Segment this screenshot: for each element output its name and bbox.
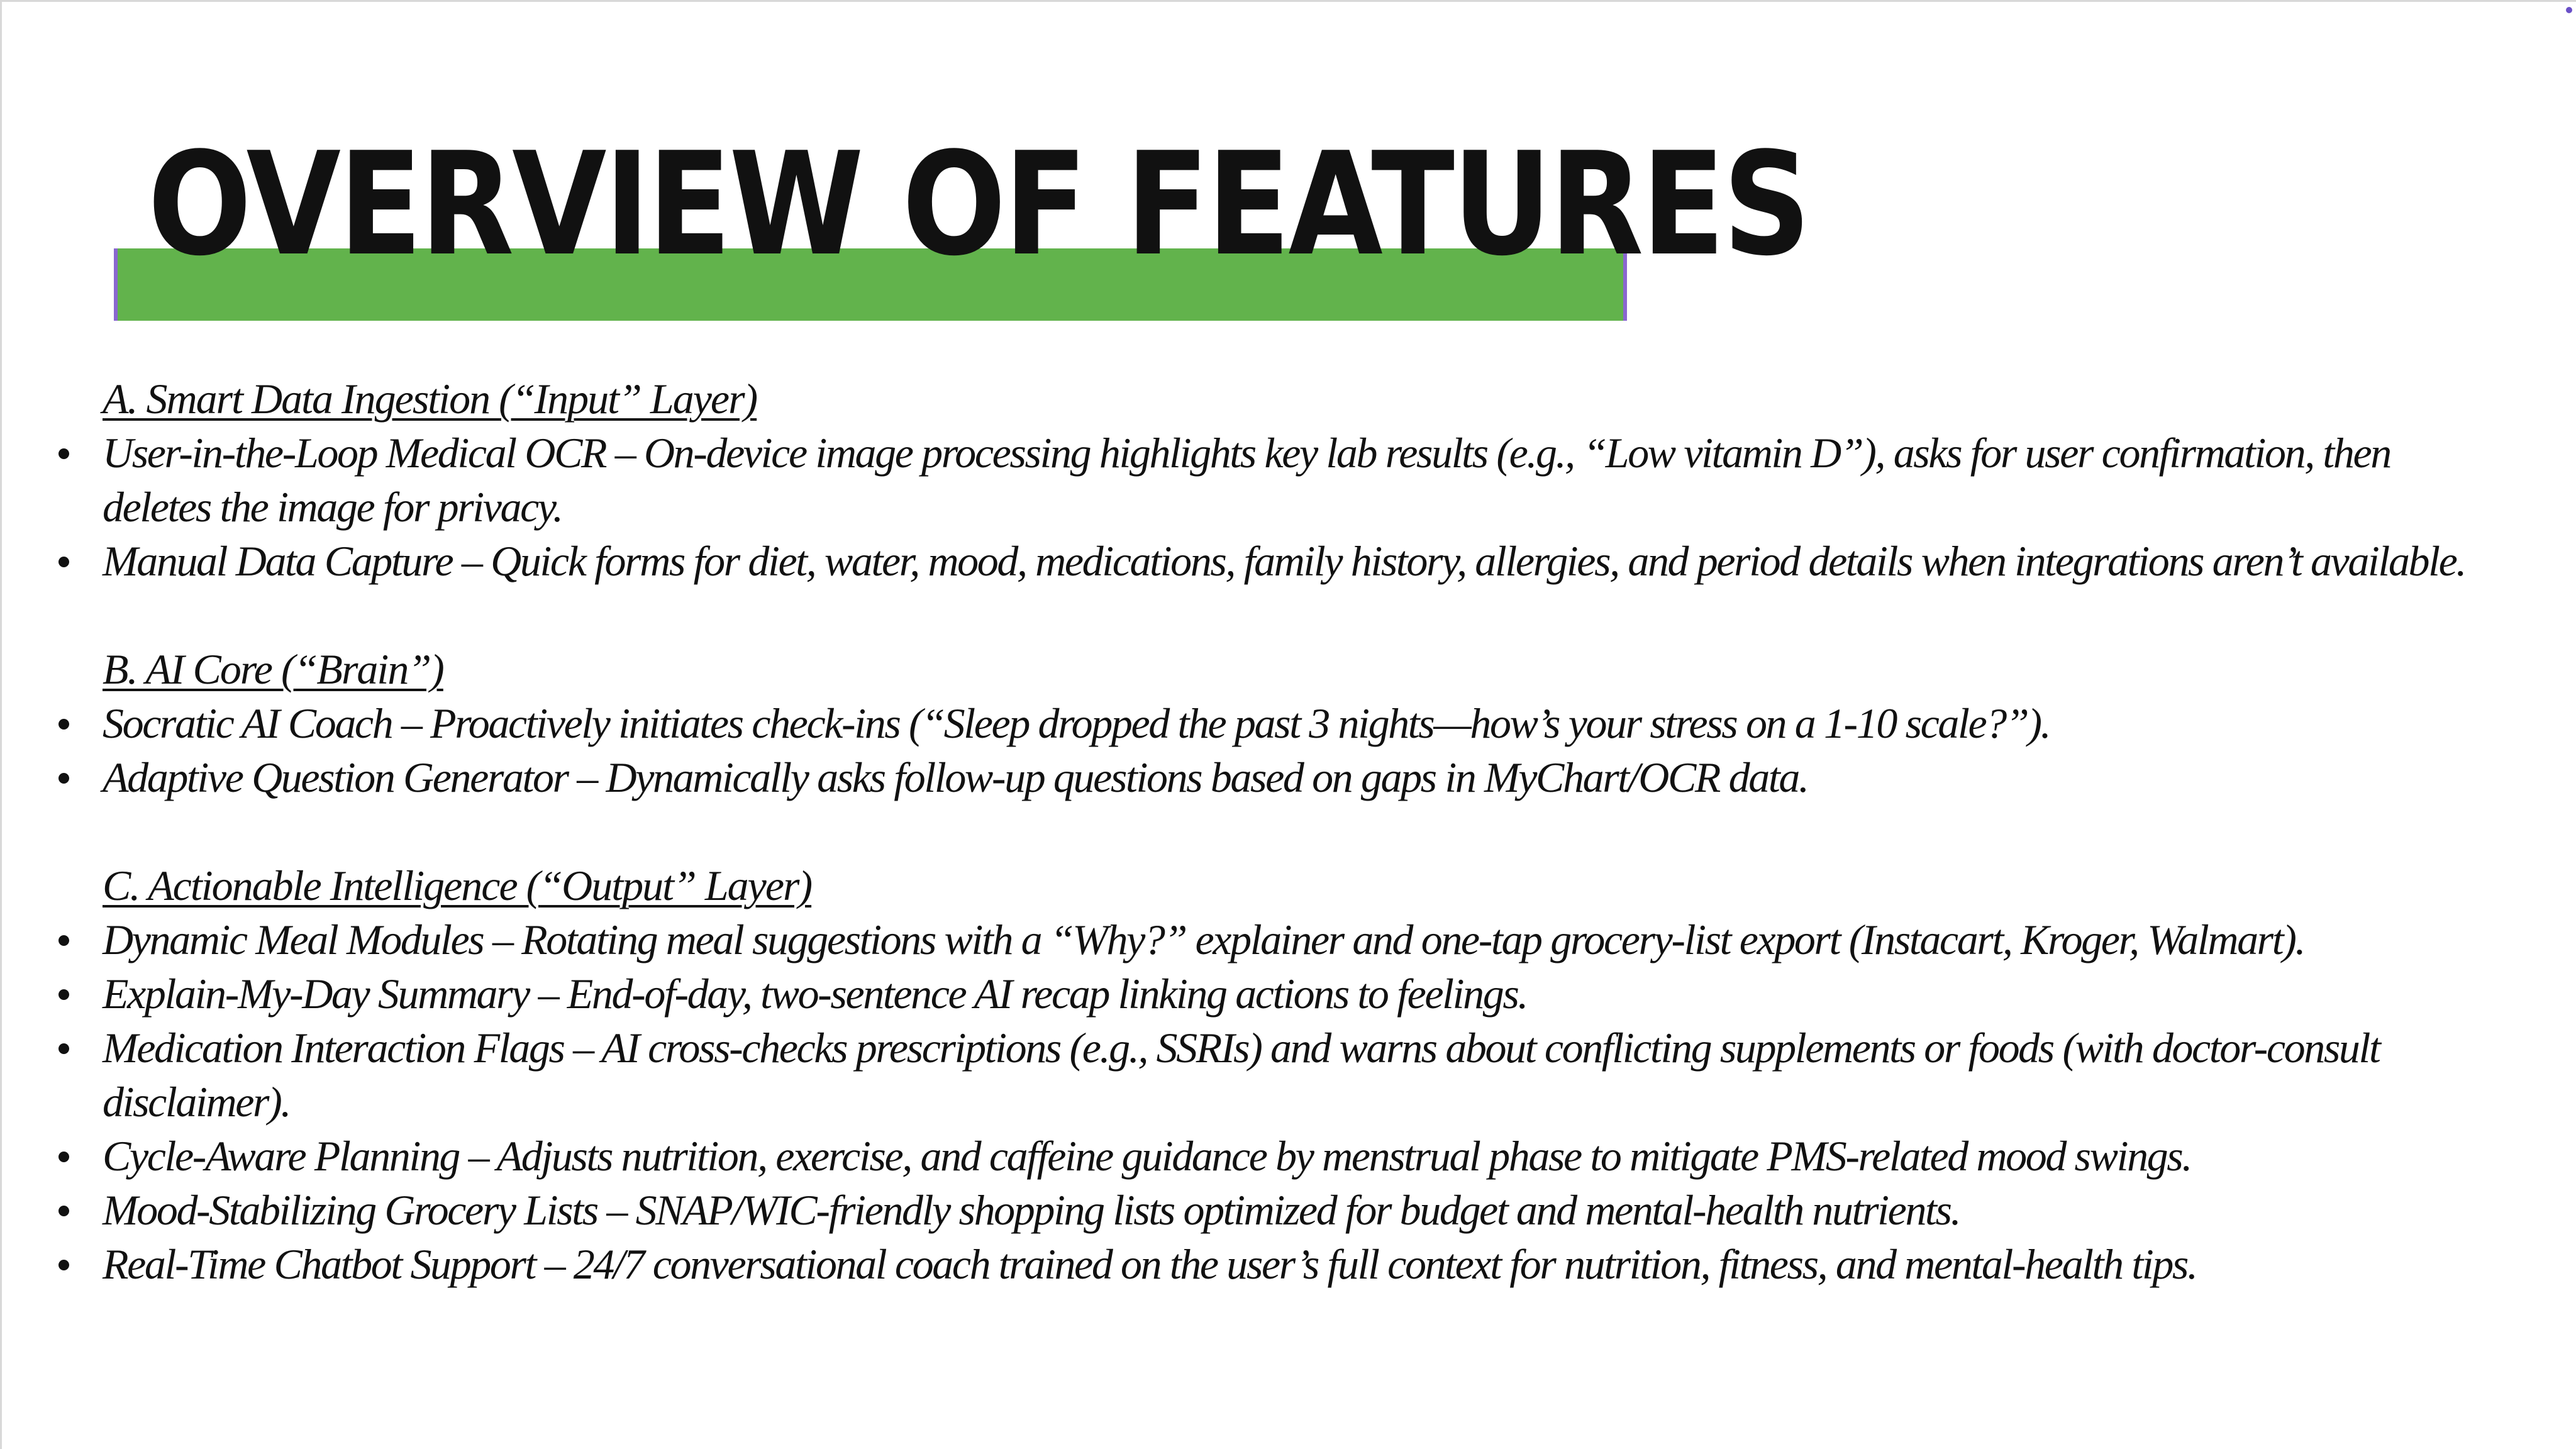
bullet-list (2, 426, 2576, 588)
bullet-icon (58, 448, 69, 459)
list-item-text: Real-Time Chatbot Support – 24/7 conversational coach trained on the user’s full context for nutrition, fitness, and mental-health tips. (103, 1240, 2197, 1288)
list-item-text: Medication Interaction Flags – AI cross-checks prescriptions (e.g., SSRIs) and warns about conflicting supplements or foods (with doctor-consult disclaimer). (103, 1024, 2380, 1126)
bullet-icon (58, 935, 69, 946)
bullet-icon (58, 1206, 69, 1216)
bullet-icon (58, 1260, 69, 1270)
list-item (2, 750, 2576, 804)
list-item (2, 1237, 2576, 1291)
list-item (2, 534, 2576, 588)
selection-handle[interactable] (2566, 7, 2572, 13)
section-input-layer (2, 372, 2576, 588)
section-output-layer (2, 858, 2576, 1291)
list-item (2, 696, 2576, 750)
section-heading: C. Actionable Intelligence (“Output” Layer) (103, 862, 812, 909)
list-item (2, 1129, 2576, 1183)
bullet-icon (58, 989, 69, 1000)
list-item (2, 1183, 2576, 1237)
bullet-list (2, 696, 2576, 804)
bullet-icon (58, 1043, 69, 1054)
list-item (2, 967, 2576, 1021)
slide-title: OVERVIEW OF FEATURES (148, 122, 1809, 287)
bullet-icon (58, 557, 69, 567)
list-item-text: Explain-My-Day Summary – End-of-day, two-sentence AI recap linking actions to feelings. (103, 970, 1528, 1018)
slide-body (2, 372, 2576, 1345)
section-heading: A. Smart Data Ingestion (“Input” Layer) (103, 375, 757, 423)
section-heading: B. AI Core (“Brain”) (103, 645, 443, 693)
list-item-text: Socratic AI Coach – Proactively initiates check-ins (“Sleep dropped the past 3 nights—how’s your stress on a 1-10 scale?”). (103, 699, 2050, 747)
list-item-text: Adaptive Question Generator – Dynamically asks follow-up questions based on gaps in MyChart/OCR data. (103, 753, 1808, 801)
list-item-text: User-in-the-Loop Medical OCR – On-device image processing highlights key lab results (e.g., “Low vitamin D”), asks for user confirmation, then deletes the image for privacy. (103, 429, 2390, 531)
list-item-text: Dynamic Meal Modules – Rotating meal suggestions with a “Why?” explainer and one-tap grocery-list export (Instacart, Kroger, Walmart). (103, 916, 2305, 963)
section-ai-core (2, 642, 2576, 804)
bullet-icon (58, 773, 69, 784)
list-item-text: Mood-Stabilizing Grocery Lists – SNAP/WIC-friendly shopping lists optimized for budget and mental-health nutrients. (103, 1186, 1960, 1234)
bullet-icon (58, 1152, 69, 1162)
list-item (2, 1021, 2576, 1129)
list-item-text: Manual Data Capture – Quick forms for diet, water, mood, medications, family history, allergies, and period details when integrations aren’t available. (103, 537, 2465, 585)
list-item-text: Cycle-Aware Planning – Adjusts nutrition, exercise, and caffeine guidance by menstrual phase to mitigate PMS-related mood swings. (103, 1132, 2191, 1180)
list-item (2, 426, 2576, 534)
list-item (2, 913, 2576, 967)
bullet-list (2, 913, 2576, 1291)
bullet-icon (58, 719, 69, 730)
